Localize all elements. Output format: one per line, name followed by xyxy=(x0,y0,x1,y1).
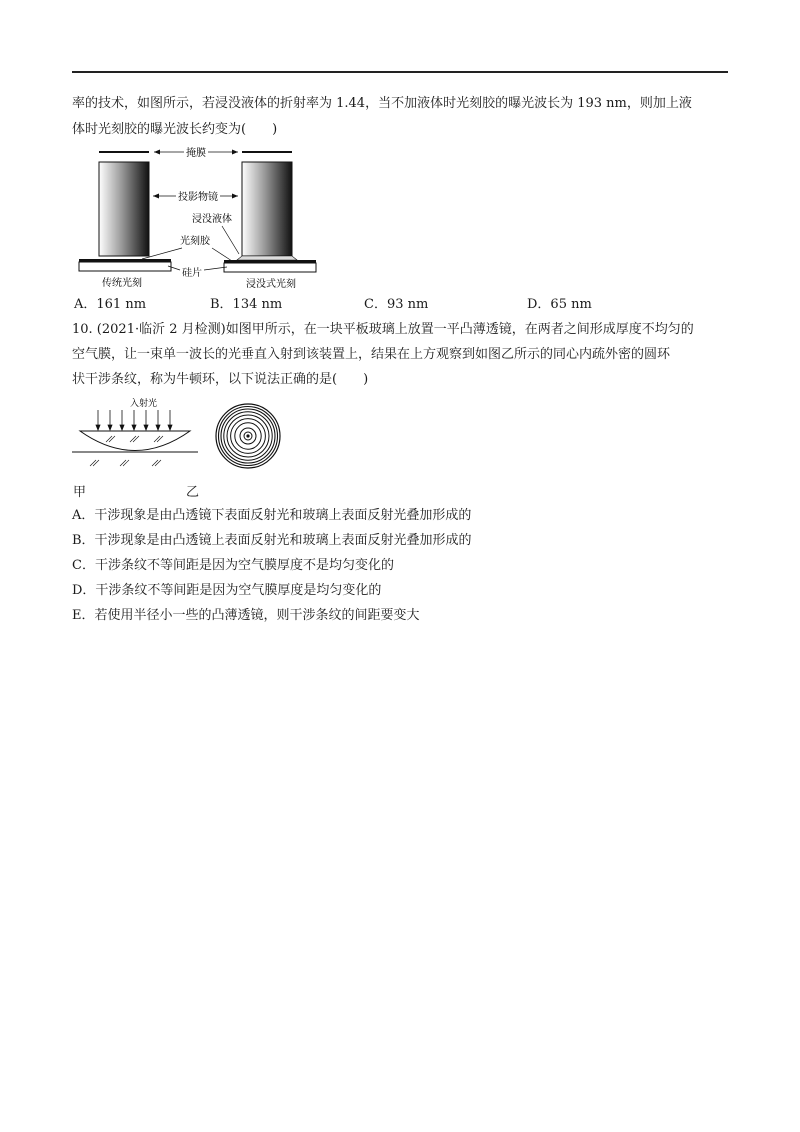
q9-option-d[interactable]: D．65 nm xyxy=(527,297,592,312)
label-mask: 掩膜 xyxy=(186,148,206,159)
label-wafer: 硅片 xyxy=(182,268,202,279)
lens-right xyxy=(242,162,292,256)
label-immersion: 浸没式光刻 xyxy=(246,279,296,290)
incident-rays xyxy=(96,410,172,430)
label-traditional: 传统光刻 xyxy=(102,278,142,289)
label-resist: 光刻胶 xyxy=(180,236,210,247)
q9-text-line-2: 体时光刻胶的曝光波长约变为( ) xyxy=(72,122,278,137)
q9-option-c[interactable]: C．93 nm xyxy=(364,297,429,312)
q10-text-line-2: 空气膜，让一束单一波长的光垂直入射到该装置上，结果在上方观察到如图乙所示的同心内疏外密的圆环 xyxy=(72,347,671,362)
caption-jia: 甲 xyxy=(73,485,87,500)
q9-text-line-1: 率的技术，如图所示，若浸没液体的折射率为 1.44，当不加液体时光刻胶的曝光波长为 193 nm，则加上液 xyxy=(72,96,692,111)
q10-option-d[interactable]: D．干涉条纹不等间距是因为空气膜厚度是均匀变化的 xyxy=(72,583,382,598)
label-incident: 入射光 xyxy=(130,399,158,409)
q10-text-line-1: 10. (2021·临沂 2 月检测)如图甲所示，在一块平板玻璃上放置一平凸薄透镜，在两者之间形成厚度不均匀的 xyxy=(72,322,694,337)
caption-yi: 乙 xyxy=(186,485,200,500)
newton-rings-diagram xyxy=(72,398,282,476)
q10-option-b[interactable]: B．干涉现象是由凸透镜上表面反射光和玻璃上表面反射光叠加形成的 xyxy=(72,533,472,548)
wafer-right xyxy=(224,263,316,272)
wafer-left xyxy=(79,262,171,271)
q10-option-a[interactable]: A．干涉现象是由凸透镜下表面反射光和玻璃上表面反射光叠加形成的 xyxy=(72,508,472,523)
lithography-diagram xyxy=(72,146,322,292)
lens-left xyxy=(99,162,149,256)
q10-option-e[interactable]: E．若使用半径小一些的凸薄透镜，则干涉条纹的间距要变大 xyxy=(72,608,420,623)
header-rule xyxy=(72,71,728,73)
label-lens: 投影物镜 xyxy=(178,192,218,203)
q9-option-a[interactable]: A．161 nm xyxy=(74,297,147,312)
label-liquid: 浸没液体 xyxy=(192,214,232,225)
convex-lens xyxy=(80,431,190,451)
ring-center xyxy=(246,434,249,437)
q10-option-c[interactable]: C．干涉条纹不等间距是因为空气膜厚度不是均匀变化的 xyxy=(72,558,394,573)
q10-text-line-3: 状干涉条纹，称为牛顿环，以下说法正确的是( ) xyxy=(72,372,369,387)
immersion-liquid xyxy=(237,256,297,260)
q9-option-b[interactable]: B．134 nm xyxy=(210,297,283,312)
